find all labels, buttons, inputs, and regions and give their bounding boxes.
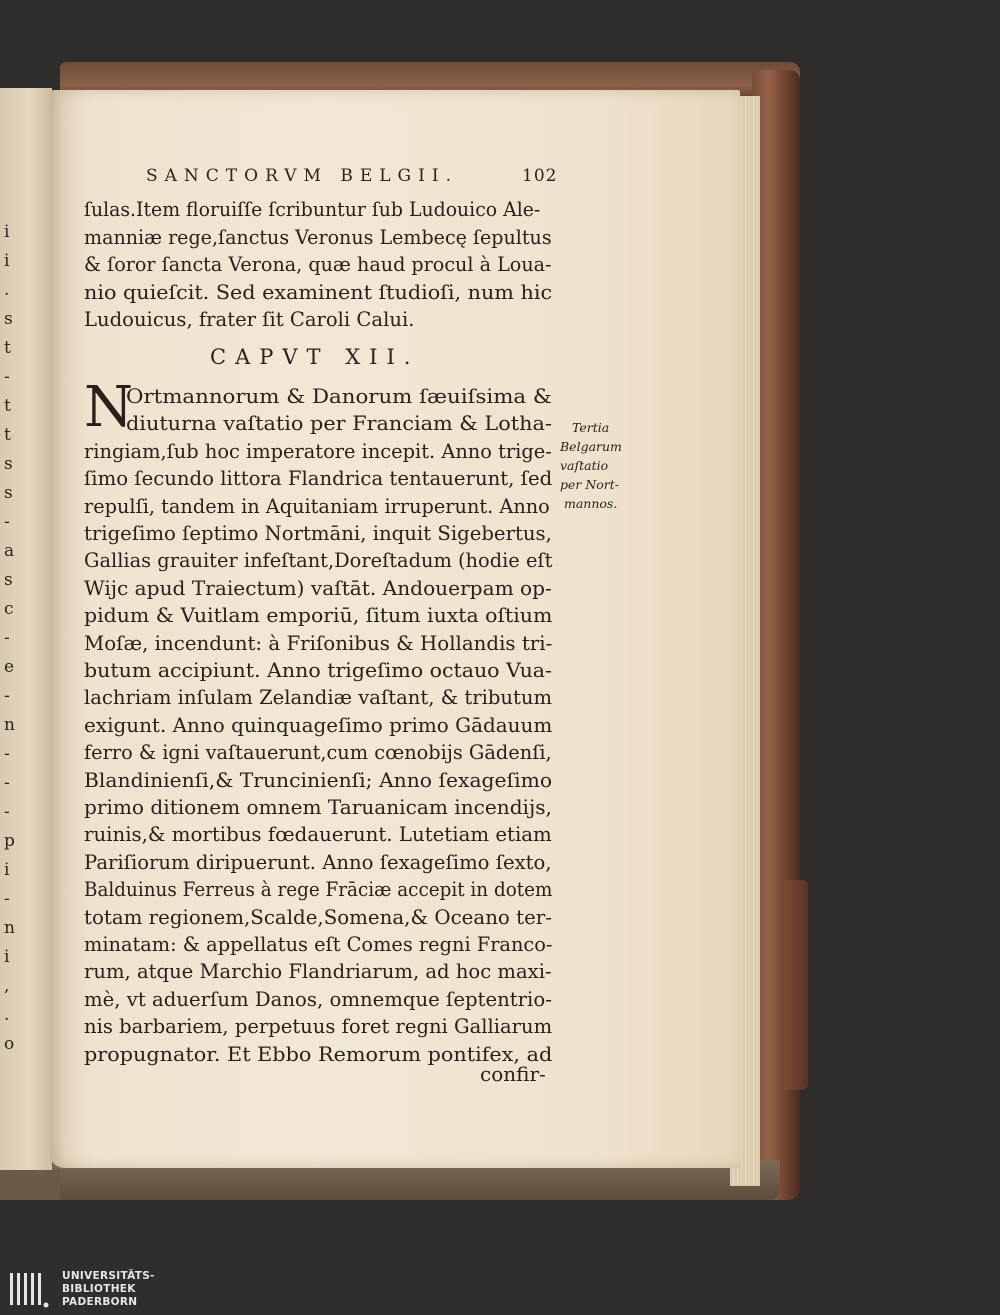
left-page-edge [0, 1170, 60, 1200]
text-line: mè, vt aduerſum Danos, omnemque ſeptentrio- [84, 986, 552, 1011]
text-line: ringiam,ſub hoc imperatore incepit. Anno trige- [84, 438, 552, 463]
text-line: & ſoror ſancta Verona, quæ haud procul à Loua- [84, 252, 552, 276]
chapter-heading: CAPVT XII. [210, 345, 420, 369]
left-page-glyph: - [4, 802, 10, 822]
book-tab [784, 880, 808, 1090]
marginal-note [560, 418, 650, 513]
text-line: Pariſiorum diripuerunt. Anno ſexageſimo ſexto, [84, 849, 552, 874]
left-page-glyph: p [4, 831, 15, 851]
left-page-glyph: c [4, 599, 14, 619]
text-line: primo ditionem omnem Taruanicam incendijs, [84, 795, 552, 819]
left-page-glyph: s [4, 454, 13, 474]
text-line: rum, atque Marchio Flandriarum, ad hoc maxi- [84, 959, 552, 984]
footer-bar [0, 1265, 1000, 1315]
left-page-glyph: t [4, 425, 11, 445]
left-page-glyph: - [4, 628, 10, 648]
left-page-glyph: - [4, 889, 10, 909]
left-page-glyph: - [4, 367, 10, 387]
text-line: Gallias grauiter infeſtant,Doreſtadum (hodie eſt [84, 548, 553, 573]
text-line: pidum & Vuitlam emporiū, ſitum iuxta oſtium [84, 603, 553, 628]
left-page-glyph: n [4, 918, 15, 938]
left-page-glyph: t [4, 396, 11, 416]
left-page-glyph: a [4, 541, 15, 561]
left-page-glyph: e [4, 657, 15, 677]
text-line: butum accipiunt. Anno trigeſimo octauo Vua- [84, 658, 552, 682]
marginal-line: vaſtatio [560, 458, 609, 473]
left-page-glyph: n [4, 715, 15, 735]
text-line: ſulas.Item floruiſſe ſcribuntur ſub Ludouico Ale- [84, 197, 541, 221]
text-line: ruinis,& mortibus fœdauerunt. Lutetiam etiam [84, 822, 552, 847]
left-page-glyph: s [4, 570, 13, 590]
marginal-line: per Nort- [560, 477, 620, 492]
text-line: Ludouicus, frater ſit Caroli Calui. [84, 307, 415, 331]
library-name-line: BIBLIOTHEK [62, 1283, 136, 1295]
text-line: propugnator. Et Ebbo Remorum pontifex, ad [84, 1041, 553, 1066]
drop-cap: N [84, 375, 133, 440]
left-page-glyph: i [4, 860, 10, 880]
catchword: confir- [480, 1062, 546, 1086]
library-name-line: PADERBORN [62, 1296, 138, 1308]
text-line: exigunt. Anno quinquageſimo primo Gādauum [84, 712, 553, 737]
text-line: minatam: & appellatus eſt Comes regni Franco- [84, 932, 553, 956]
marginal-line: mannos. [564, 496, 618, 511]
text-line: lachriam inſulam Zelandiæ vaſtant, & tributum [84, 685, 553, 710]
left-page-glyph: o [4, 1034, 15, 1054]
running-head-title: SANCTORVM BELGII. [146, 166, 458, 186]
text-line: nis barbariem, perpetuus foret regni Galliarum [84, 1014, 553, 1039]
left-page-glyph: i [4, 947, 10, 967]
page-number: 102 [522, 166, 558, 186]
text-line: diuturna vaſtatio per Franciam & Lotha- [126, 411, 552, 436]
library-name-line: UNIVERSITÄTS- [62, 1270, 155, 1282]
library-logo-icon [8, 1269, 50, 1311]
left-page-glyph: - [4, 512, 10, 532]
text-line: Blandinienſi,& Truncinienſi; Anno ſexageſimo [84, 767, 553, 792]
running-head [146, 166, 566, 188]
left-page-glyph: - [4, 686, 10, 706]
text-line: trigeſimo ſeptimo Nortmāni, inquit Sigebertus, [84, 521, 552, 545]
text-line: manniæ rege,ſanctus Veronus Lembecę ſepultus [84, 224, 552, 249]
text-line: nio quieſcit. Sed examinent ſtudioſi, num hic [84, 279, 553, 304]
left-page-glyph: , [4, 976, 10, 996]
text-line: repulſi, tandem in Aquitaniam irruperunt. Anno [84, 493, 550, 518]
marginal-line: Belgarum [560, 439, 622, 454]
text-line: Balduinus Ferreus à rege Frāciæ accepit in dotem [84, 877, 553, 902]
text-line: Wijc apud Traiectum) vaſtāt. Andouerpam op- [84, 575, 552, 600]
library-name [62, 1270, 155, 1309]
left-page-glyph: s [4, 309, 13, 329]
text-line: Ortmannorum & Danorum ſæuiſsima & [126, 384, 552, 408]
left-page-glyph: i [4, 222, 10, 242]
left-page-glyph: s [4, 483, 13, 503]
left-page-glyph: - [4, 744, 10, 764]
left-page-glyph: - [4, 773, 10, 793]
marginal-line: Tertia [572, 420, 610, 435]
text-line: ſimo ſecundo littora Flandrica tentauerunt, ſed [84, 466, 553, 491]
left-page-glyph: t [4, 338, 11, 358]
text-line: ferro & igni vaſtauerunt,cum cœnobijs Gādenſi, [84, 740, 552, 765]
left-page-glyph: . [4, 280, 10, 300]
left-page-glyph: . [4, 1005, 10, 1025]
text-line: Moſæ, incendunt: à Friſonibus & Hollandis tri- [84, 630, 553, 655]
text-line: totam regionem,Scalde,Somena,& Oceano ter- [84, 904, 552, 929]
left-page-glyph: i [4, 251, 10, 271]
